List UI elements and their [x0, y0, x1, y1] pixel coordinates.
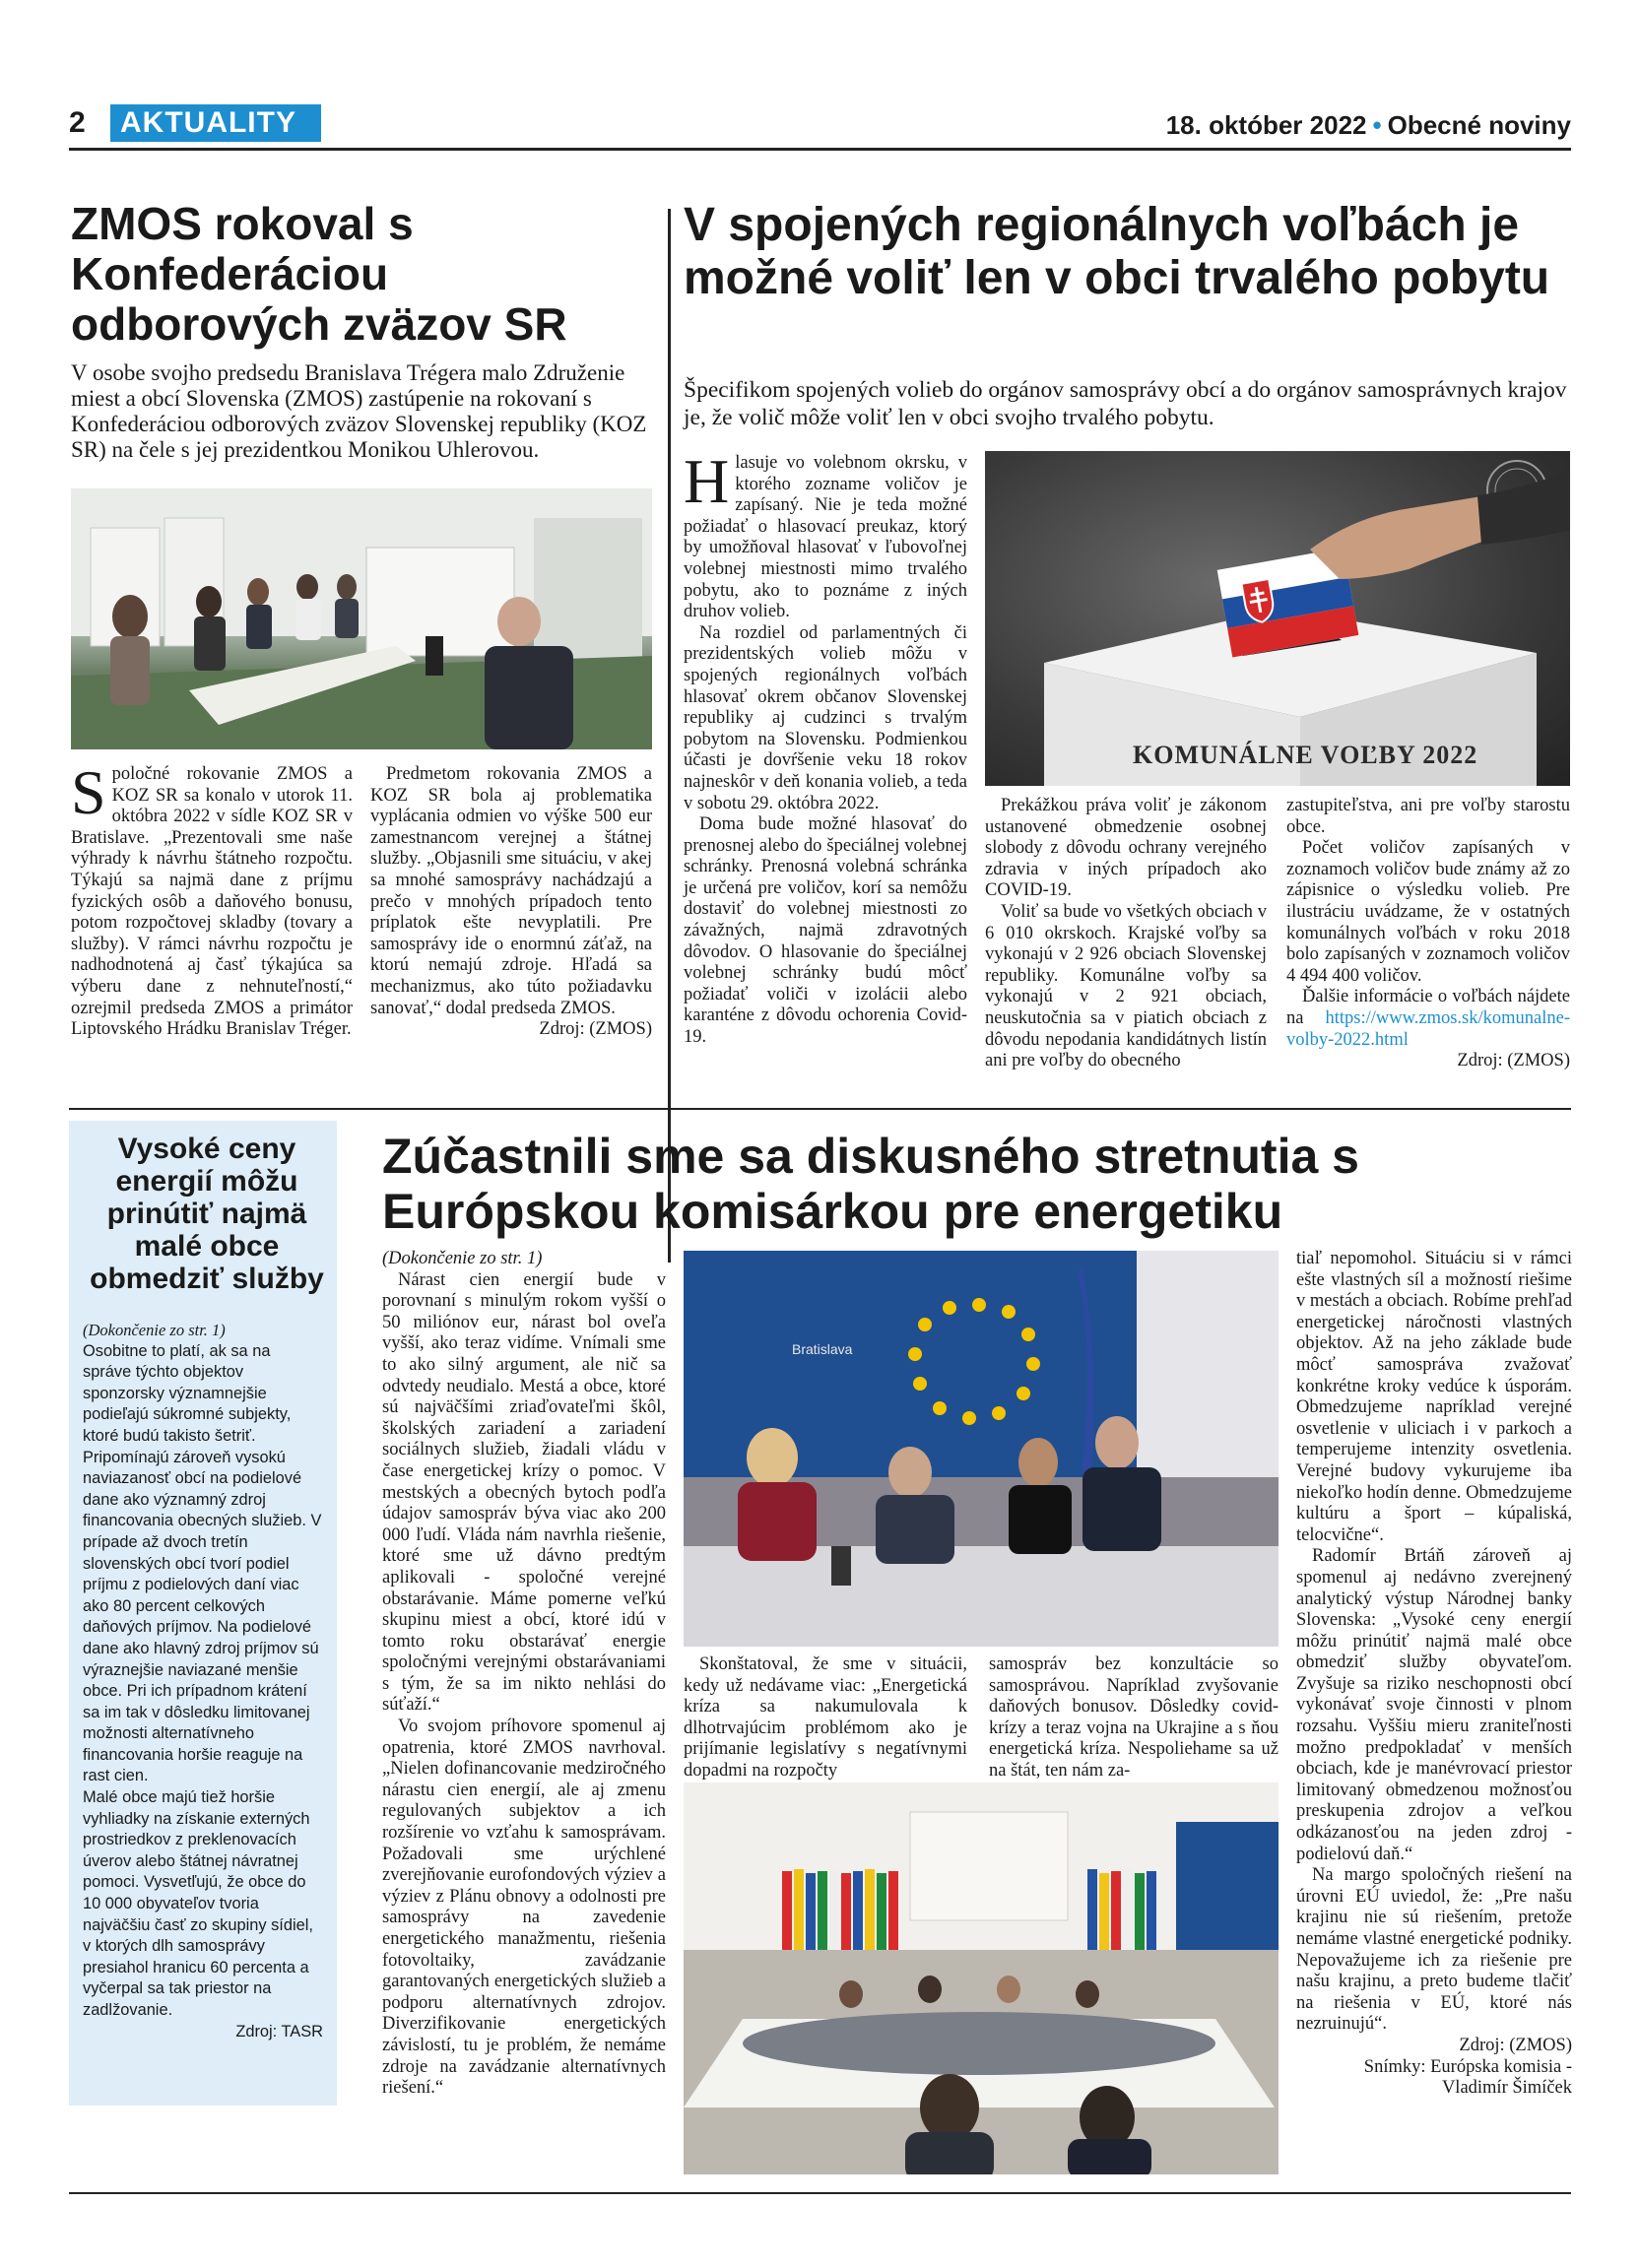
- publication-name: Obecné noviny: [1387, 110, 1571, 140]
- eu-meeting-photo: [684, 1251, 1279, 1647]
- footer-rule: [69, 2192, 1571, 2194]
- section-rule: [69, 1108, 1571, 1110]
- eu-meeting-illustration: [684, 1251, 1279, 1647]
- article2-text-8: Ďalšie informácie o voľbách nájdete na: [1286, 987, 1570, 1028]
- photo-credit-author: Vladimír Šimíček: [1441, 2078, 1572, 2099]
- article2-text-4: Prekážkou práva voliť je zákonom ustanovené obmedzenie osobnej slobody z dôvodu ochrany verejného zdravia v iných prípadoch ako COVID-19.: [985, 796, 1267, 901]
- article2-column-1: [684, 446, 967, 1049]
- article1-column-2: [370, 764, 652, 1041]
- article3-text-3: Skonštatoval, že sme v situácii, kedy už nedávame viac: „Energetická kríza sa nakumulovala k dlhotrvajúcim problémom ako je prijímanie legislatívy s negatívnymi dopadmi na rozpočty: [684, 1654, 967, 1781]
- elections-info-link[interactable]: https://www.zmos.sk/komunalne-volby-2022.html: [1286, 1007, 1570, 1050]
- article1-lead: V osobe svojho predsedu Branislava Trégera malo Združenie miest a obcí Slovenska (ZMOS) zastúpenie na rokovaní s Konfederáciou odborových zväzov Slovenskej republiky (KOZ SR) na čele s jej prezidentkou Monikou Uhlerovou.: [71, 360, 647, 462]
- article2-text-7: Počet voličov zapísaných v zoznamoch voličov bude známy až zo zápisnice o výsledku volieb. Pre ilustráciu uvádzame, že v ostatných komunálnych voľbách v roku 2018 bolo zapísaných v zoznamoch voličov 4 494 400 voličov.: [1286, 838, 1570, 986]
- article2-column-3: [1286, 796, 1570, 1072]
- article2-source: Zdroj: (ZMOS): [1457, 1051, 1570, 1071]
- article3-source: Zdroj: (ZMOS): [1459, 2035, 1572, 2055]
- article3-column-4: [1296, 1249, 1572, 2100]
- article2-title: V spojených regionálnych voľbách je možné voliť len v obci trvalého pobytu: [684, 199, 1550, 304]
- article3-text-6: Radomír Brtáň zároveň aj spomenul aj nedávno zverejnený analytický výstup Národnej banky Slovenska: „Vysoké ceny energií môžu prinútiť najmä malé obce obmedziť služby obyvateľom. Zvyšuje sa riziko neschopnosti obcí vykonávať svoje činnosti v plnom rozsahu. Vyššiu mieru zraniteľnosti možno predpokladať v menších obciach, kde je manévrovací priestor limitovaný obmedzenou možnosťou preskupenia zdrojov a veľkou odkázanosťou na jeden zdroj - podielovú daň.“: [1296, 1546, 1572, 1864]
- meeting-photo-illustration: [71, 488, 652, 749]
- article1-title: ZMOS rokoval s Konfederáciou odborových zväzov SR: [71, 198, 567, 350]
- sidebar-continued: (Dokončenie zo str. 1): [83, 1321, 226, 1339]
- article3-text-5: tiaľ nepomohol. Situáciu si v rámci ešte vlastných síl a možností riešime v mestách a obciach. Robíme prehľad energetickej náročnosti vlastných objektov. Až na jeho základe bude môcť samospráva zvažovať konkrétne kroky vedúce k úsporám. Obmedzujeme napríklad verejné osvetlenie v uliciach i v parkoch a temperujeme intenzity osvetlenia. Verejné budovy vykurujeme iba niekoľko hodín denne. Obmedzujeme kultúru a šport – kúpaliská, telocvične“.: [1296, 1249, 1572, 1545]
- sidebar-text-1: Osobitne to platí, ak sa na správe týchto objektov sponzorsky významnejšie podieľajú súkromné subjekty, ktoré budú takisto šetriť. Pripomínajú zároveň vysokú naviazanosť obcí na podielové dane ako významný zdroj financovania obecných služieb. V prípade až dvoch tretín slovenských obcí tvorí podiel príjmu z podielových daní viac ako 80 percent celkových daňových príjmov. Na podielové dane ako hlavný zdroj príjmov sú výraznejšie naviazané menšie obce. Pri ich prípadnom krátení sa im tak v dôsledku limitovanej možnosti alternatívneho financovania horšie reaguje na rast cien.: [83, 1341, 322, 1785]
- conference-photo: [684, 1782, 1279, 2174]
- ballot-illustration: [985, 451, 1570, 786]
- article2-text-2: Na rozdiel od parlamentných či prezidentských volieb môžu v spojených regionálnych voľbách hlasovať okrem občanov Slovenskej republiky aj cudzinci s trvalým pobytom na Slovensku. Podmienkou účasti je dovŕšenie veku 18 rokov najneskôr v deň konania volieb, a teda v sobotu 29. októbra 2022.: [684, 622, 967, 813]
- article1-source: Zdroj: (ZMOS): [539, 1019, 652, 1040]
- article2-lead: Špecifikom spojených volieb do orgánov samosprávy obcí a do orgánov samosprávnych krajov je, že volič môže voliť len v obci svojho trvalého pobytu.: [684, 377, 1567, 430]
- article2-text-5: Voliť sa bude vo všetkých obciach v 6 010 okrskoch. Krajské voľby sa vykonajú v 2 926 obciach Slovenskej republiky. Komunálne voľby sa vykonajú v 2 921 obciach, neuskutočnia sa v piatich obciach z dôvodu nepodania kandidátnych listín ani pre voľby do obecného: [985, 901, 1267, 1071]
- ballot-box-image: [985, 451, 1570, 786]
- article3-text-7: Na margo spoločných riešení na úrovni EÚ uviedol, že: „Pre našu krajinu nie sú riešením, pretože nemáme vlastné energetické podniky. Nepovažujeme ich za riešenie pre našu krajinu, a preto budeme tlačiť na riešenia v EÚ, ktoré nás nezruinujú“.: [1296, 1865, 1572, 2035]
- sidebar-source: Zdroj: TASR: [235, 2022, 323, 2041]
- article2-text-3: Doma bude možné hlasovať do prenosnej alebo do špeciálnej volebnej schránky. Prenosná volebná schránka je určená pre voličov, korí sa nemôžu dostaviť do volebnej miestnosti zo závažných, najmä zdravotných dôvodov. O hlasovanie do špeciálnej volebnej schránky budú môcť požiadať voliči v izolácii alebo karanténe z dôvodu ochorenia Covid-19.: [684, 814, 967, 1048]
- article3-text-1: Nárast cien energií bude v porovnaní s minulým rokom vyšší o 50 miliónov eur, nárast bol oveľa vyšší, ako teraz vidíme. Vnímali sme to ako silný argument, ale nič sa odvtedy neudialo. Mestá a obce, ktoré sú najväčšími zriaďovateľmi škôl, školských zariadení a zariadení sociálnych služieb, žiadali vládu v čase energetickej krízy o pomoc. V mestských a obecných bytoch podľa údajov samospráv býva viac ako 200 000 ľudí. Vláda nám navrhla riešenie, ktoré sme už dávno predtým aplikovali - spoločné verejné obstarávanie. Máme pomerne veľkú skupinu miest a obcí, ktoré idú v tomto roku obstarávať energie spoločnými verejnými obstarávaniami s tým, že sa im nikto nehlási do súťaží.“: [382, 1269, 666, 1716]
- sidebar-body: [83, 1320, 323, 2042]
- section-label: AKTUALITY: [110, 104, 321, 142]
- article2-text-6: zastupiteľstva, ani pre voľby starostu obce.: [1286, 796, 1570, 837]
- column-rule: [668, 209, 671, 1263]
- page-number: 2: [69, 106, 86, 139]
- issue-date: 18. október 2022: [1165, 110, 1367, 140]
- ballot-caption: KOMUNÁLNE VOĽBY 2022: [1133, 741, 1478, 769]
- article3-column-3: [989, 1654, 1279, 1782]
- sidebar-text-2: Malé obce majú tiež horšie vyhliadky na získanie externých prostriedkov z preklenovacích úverov alebo štátnej návratnej pomoci. Vysvetľujú, že obce do 10 000 obyvateľov tvoria najväčšiu časť zo skupiny sídiel, v ktorých dlh samosprávy presiahol hranicu 60 percenta a vyčerpal sa tak priestor na zadlžovanie.: [83, 1788, 313, 2019]
- article1-text-2: Predmetom rokovania ZMOS a KOZ SR bola aj problematika vyplácania odmien vo výške 500 eur zamestnancom verejnej a štátnej služby. „Objasnili sme situáciu, v akej sa mnohé samosprávy nachádzajú a prečo v mnohých prípadoch tento príplatok ešte nevyplatili. Pre samosprávy ide o enormnú záťaž, na ktorú nemajú zdroje. Hľadá sa mechanizmus, ako túto požiadavku sanovať,“ dodal predseda ZMOS.: [370, 764, 652, 1018]
- photo-credit: Snímky: Európska komisia -: [1363, 2056, 1572, 2077]
- issue-info: [1166, 110, 1571, 141]
- header-rule: [69, 148, 1571, 151]
- article3-column-2: [684, 1654, 967, 1782]
- sidebar-title: Vysoké ceny energií môžu prinútiť najmä malé obce obmedziť služby: [90, 1133, 324, 1295]
- meeting-photo: [71, 488, 652, 749]
- article2-column-2: [985, 796, 1267, 1072]
- separator-dot: •: [1372, 110, 1382, 140]
- conference-illustration: [684, 1782, 1279, 2174]
- drop-cap: H: [684, 446, 730, 516]
- article1-text-1: poločné rokovanie ZMOS a KOZ SR sa konalo v utorok 11. októbra 2022 v sídle KOZ SR v Bratislave. „Prezentovali sme naše výhrady k návrhu štátneho rozpočtu. Týkajú sa najmä dane z príjmu fyzických osôb a daňového bonusu, potom rozpočtovej skladby (tovary a služby). V rámci návrhu rozpočtu je nadhodnotená aj časť týkajúca sa výberu dane z nehnuteľností,“ ozrejmil predseda ZMOS a primátor Liptovského Hrádku Branislav Tréger.: [71, 764, 353, 1040]
- drop-cap: S: [71, 757, 106, 827]
- location-sign: Bratislava: [792, 1341, 853, 1357]
- article3-continued: (Dokončenie zo str. 1): [382, 1249, 543, 1268]
- article1-column-1: [71, 757, 353, 1041]
- article2-text-1: lasuje vo volebnom okrsku, v ktorého zozname voličov je zapísaný. Nie je teda možné požiadať o hlasovací preukaz, ktorý by umožňoval hlasovať v ľubovoľnej volebnej miestnosti mimo trvalého pobytu, ako to poznáme z iných druhov volieb.: [684, 453, 967, 622]
- article3-column-1: [382, 1249, 666, 2100]
- article3-title: Zúčastnili sme sa diskusného stretnutia s Európskou komisárkou pre energetiku: [382, 1129, 1359, 1239]
- article3-text-4: samospráv bez konzultácie so samosprávou. Napríklad zvyšovanie daňových bonusov. Dôsledky covid-krízy a teraz vojna na Ukrajine a s ňou energetická kríza. Nespoliehame sa už na štát, ten nám za-: [989, 1654, 1279, 1781]
- article3-text-2: Vo svojom príhovore spomenul aj opatrenia, ktoré ZMOS navrhoval. „Nielen dofinancovanie medziročného nárastu cien energií, ale aj zmenu regulovaných subjektov a ich rozšírenie vo vzťahu k samosprávam. Požadovali sme urýchlené zverejňovanie eurofondových výziev a výziev z Plánu obnovy a odolnosti pre samosprávy na zavedenie energetického manažmentu, riešenia fotovoltaiky, zavádzanie garantovaných energetických služieb a podporu alternatívnych zdrojov. Diverzifikovanie energetických závislostí, tu je problém, že nemáme zdroje na zavádzanie alternatívnych riešení.“: [382, 1717, 666, 2099]
